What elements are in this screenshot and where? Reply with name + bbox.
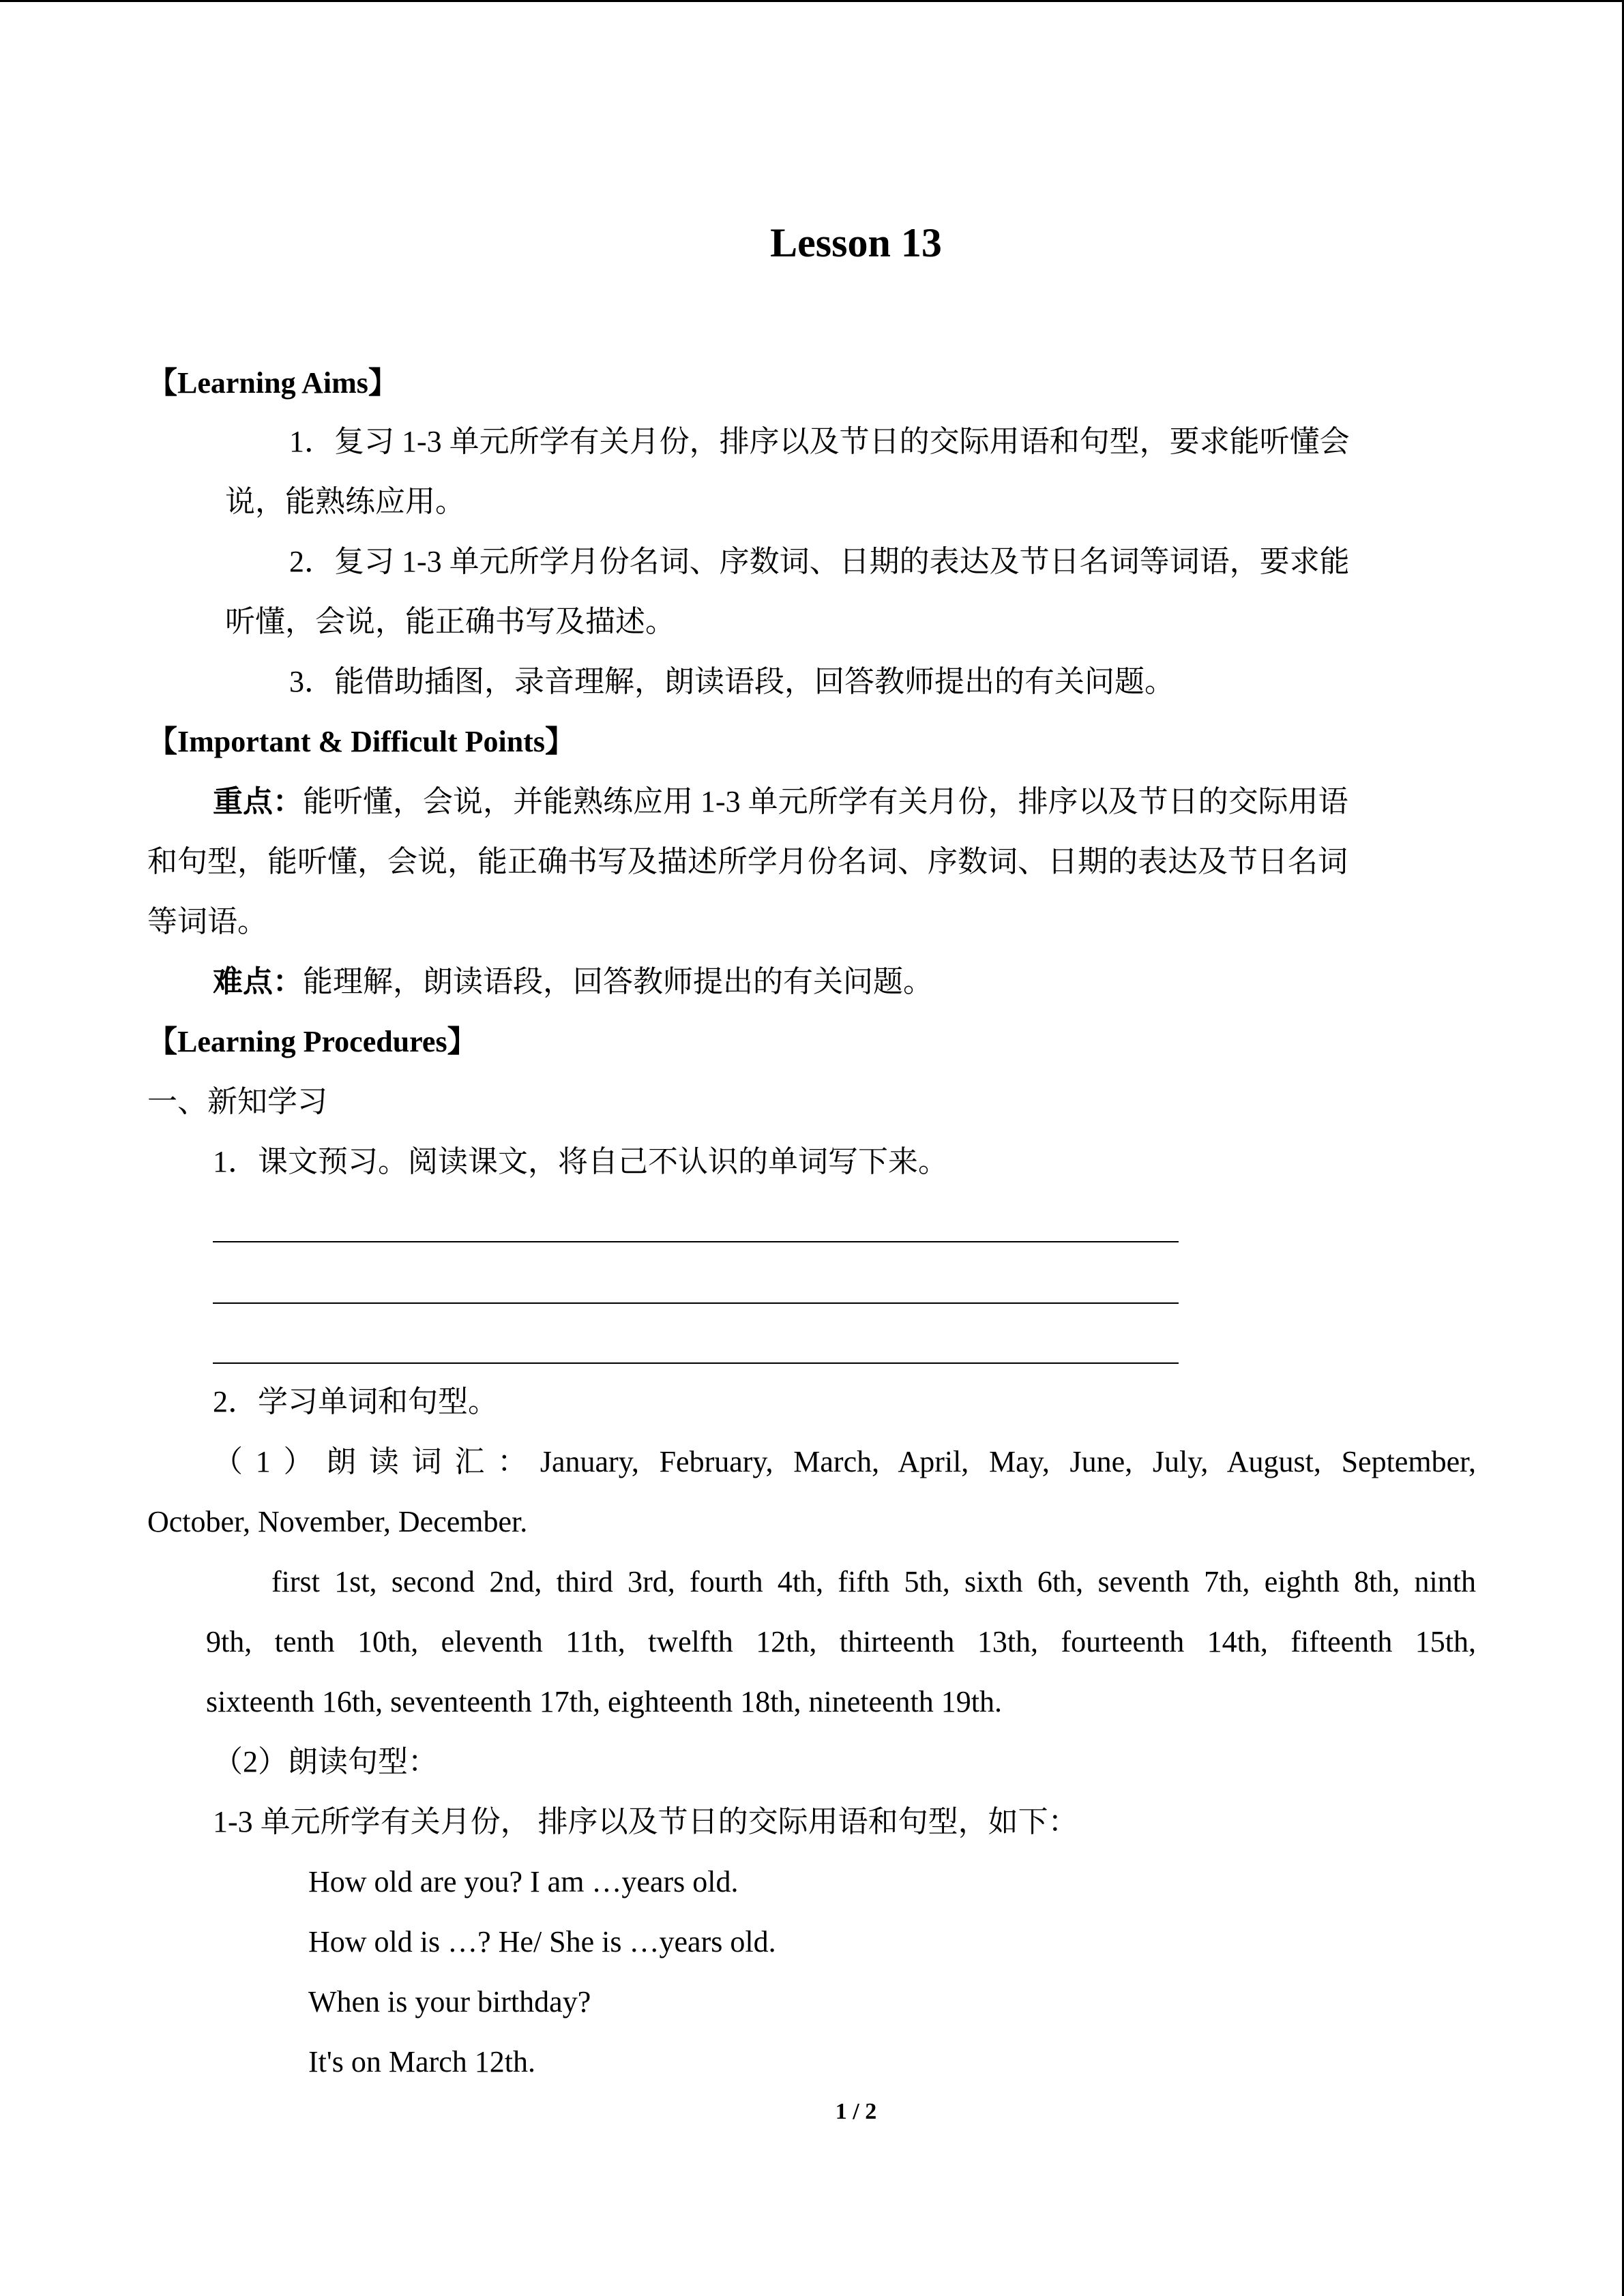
vocab-line-2: October, November, December. — [147, 1505, 528, 1538]
key-point-line-3: 等词语。 — [147, 905, 267, 938]
ordinal-line-1: first 1st, second 2nd, third 3rd, fourth 4th, fifth 5th, sixth 6th, seventh 7th, eighth 8th, ninth — [271, 1565, 1476, 1598]
difficult-point-text: 能理解，朗读语段，回答教师提出的有关问题。 — [303, 965, 933, 998]
aim-3: 3．能借助插图，录音理解，朗读语段，回答教师提出的有关问题。 — [289, 665, 1175, 698]
key-point-text: 能听懂，会说，并能熟练应用 1-3 单元所学有关月份，排序以及节日的交际用语 — [303, 785, 1348, 818]
learning-aims-heading: 【Learning Aims】 — [147, 366, 398, 400]
page-number: 1 / 2 — [835, 2099, 877, 2124]
step-2: 2．学习单词和句型。 — [213, 1385, 498, 1418]
key-point-line-1 — [213, 781, 1348, 822]
aim-2-line-2: 听懂，会说，能正确书写及描述。 — [225, 605, 675, 638]
key-point-line-2: 和句型，能听懂，会说，能正确书写及描述所学月份名词、序数词、日期的表达及节日名词 — [147, 845, 1348, 878]
aim-2-line-1: 2．复习 1-3 单元所学月份名词、序数词、日期的表达及节日名词等词语，要求能 — [289, 545, 1350, 578]
answer-blank-line[interactable] — [213, 1241, 1179, 1242]
answer-blank-line[interactable] — [213, 1362, 1179, 1364]
top-border — [0, 0, 1624, 2]
vocab-line-1: （1）朗读词汇：January, February, March, April, May, June, July, August, September, — [213, 1445, 1476, 1478]
section-1-heading: 一、新知学习 — [147, 1085, 327, 1118]
sentence-item: It's on March 12th. — [308, 2045, 535, 2078]
sentence-item: How old is …? He/ She is …years old. — [308, 1925, 776, 1958]
ordinal-line-3: sixteenth 16th, seventeenth 17th, eighteenth 18th, nineteenth 19th. — [206, 1685, 1002, 1718]
step-1: 1．课文预习。阅读课文，将自己不认识的单词写下来。 — [213, 1145, 948, 1178]
important-difficult-heading: 【Important & Difficult Points】 — [147, 725, 575, 758]
difficult-point — [213, 961, 933, 1002]
answer-blank-line[interactable] — [213, 1302, 1179, 1304]
sentence-item: When is your birthday? — [308, 1985, 591, 2018]
learning-procedures-heading: 【Learning Procedures】 — [147, 1025, 477, 1058]
sentence-item: How old are you? I am …years old. — [308, 1865, 739, 1898]
difficult-point-label: 难点： — [213, 965, 303, 998]
aim-1-line-1: 1．复习 1-3 单元所学有关月份，排序以及节日的交际用语和句型，要求能听懂会 — [289, 425, 1350, 458]
aim-1-line-2: 说，能熟练应用。 — [225, 485, 465, 518]
key-point-label: 重点： — [213, 785, 303, 818]
page-title: Lesson 13 — [770, 220, 942, 265]
sentence-heading: （2）朗读句型： — [213, 1745, 438, 1778]
ordinal-line-2: 9th, tenth 10th, eleventh 11th, twelfth 12th, thirteenth 13th, fourteenth 14th, fifteenth 15th, — [206, 1625, 1476, 1658]
sentence-intro: 1-3 单元所学有关月份， 排序以及节日的交际用语和句型，如下： — [213, 1805, 1078, 1838]
